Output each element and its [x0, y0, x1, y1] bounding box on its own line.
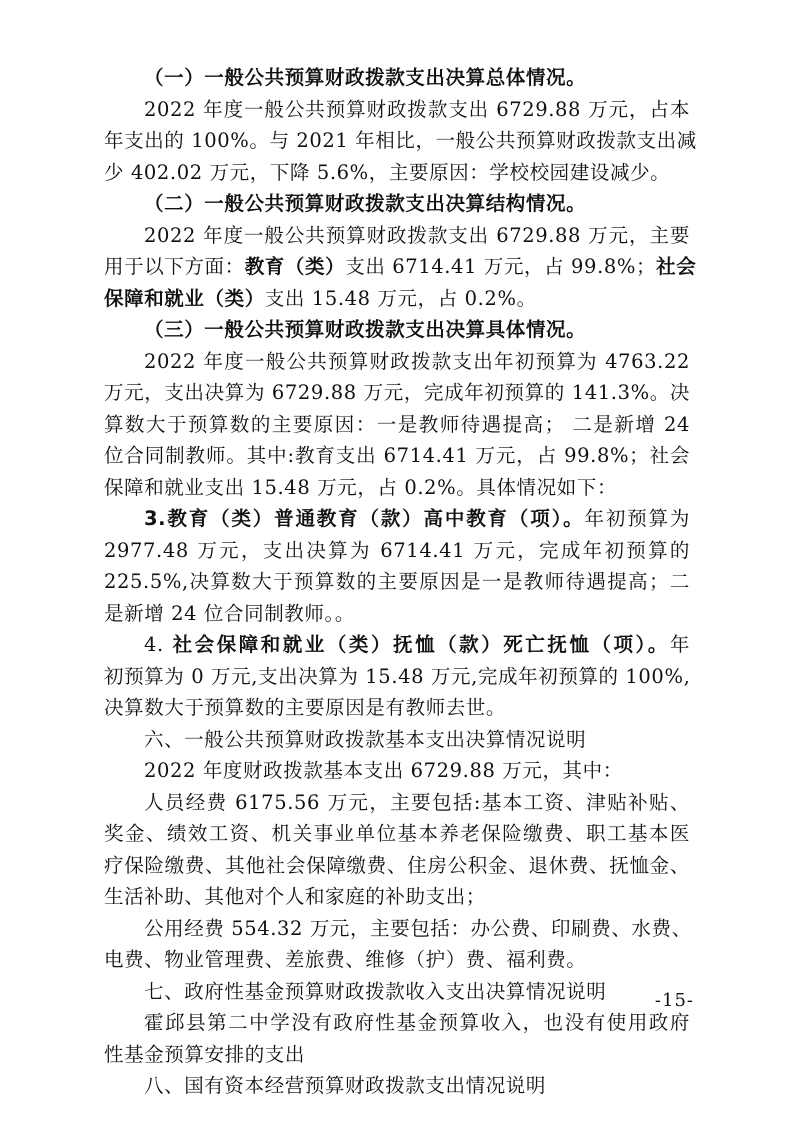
page-number: -15-: [654, 990, 694, 1011]
text-span: 用于以下方面：: [104, 255, 245, 278]
heading-basic-expenditure: 六、一般公共预算财政拨款基本支出决算情况说明: [144, 727, 587, 751]
paragraph-line: 少 402.02 万元，下降 5.6%，主要原因：学校校园建设减少。: [104, 160, 671, 184]
paragraph-line: 电费、物业管理费、差旅费、维修（护）费、福利费。: [104, 948, 587, 971]
paragraph-line: 2022 年度财政拨款基本支出 6729.88 万元，其中：: [144, 759, 623, 782]
paragraph-line: 疗保险缴费、其他社会保障缴费、住房公积金、退休费、抚恤金、: [104, 853, 690, 877]
paragraph-line: 万元，支出决算为 6729.88 万元，完成年初预算的 141.3%。决: [104, 381, 690, 404]
bold-category-social: 社会: [656, 255, 697, 278]
item-3-title: 3.教育（类）普通教育（款）高中教育（项）。: [144, 507, 585, 530]
paragraph-line: 225.5%,决算数大于预算数的主要原因是一是教师待遇提高；二: [104, 570, 690, 593]
text-span: 年: [669, 633, 690, 656]
bold-category-education: 教育（类）: [244, 255, 346, 278]
paragraph-line: 2022 年度一般公共预算财政拨款支出 6729.88 万元，占本: [144, 97, 690, 121]
bold-category-social-cont: 保障和就业（类）: [104, 286, 265, 310]
heading-structure: （二）一般公共预算财政拨款支出决算结构情况。: [144, 192, 587, 215]
paragraph-line: 初预算为 0 万元,支出决算为 15.48 万元,完成年初预算的 100%,: [104, 664, 691, 688]
paragraph-line: 性基金预算安排的支出: [104, 1042, 306, 1066]
item-4-title: 社会保障和就业（类）抚恤（款）死亡抚恤（项）。: [172, 633, 670, 656]
text-span: 年初预算为: [584, 507, 690, 530]
paragraph-line: 生活补助、其他对个人和家庭的补助支出；: [104, 885, 486, 908]
heading-overall: （一）一般公共预算财政拨款支出决算总体情况。: [144, 66, 587, 89]
paragraph-line: [104, 283, 690, 315]
heading-detail: （三）一般公共预算财政拨款支出决算具体情况。: [144, 318, 587, 341]
item-4-line: [104, 629, 690, 661]
paragraph-line: 算数大于预算数的主要原因：一是教师待遇提高； 二是新增 24: [104, 412, 690, 436]
text-span: 支出 6714.41 万元，占 99.8%；: [345, 255, 657, 278]
paragraph-line: 公用经费 554.32 万元，主要包括：办公费、印刷费、水费、: [144, 916, 692, 940]
heading-state-capital: 八、国有资本经营预算财政拨款支出情况说明: [144, 1074, 547, 1097]
paragraph-line: 霍邱县第二中学没有政府性基金预算收入，也没有使用政府: [144, 1011, 690, 1034]
document-body: [104, 62, 697, 1102]
paragraph-line: [104, 251, 697, 283]
item-3-line: [104, 503, 690, 535]
text-span: 4.: [144, 633, 173, 656]
paragraph-line: 是新增 24 位合同制教师。。: [104, 601, 355, 625]
paragraph-line: 人员经费 6175.56 万元，主要包括:基本工资、津贴补贴、: [144, 790, 690, 814]
heading-government-fund: 七、政府性基金预算财政拨款收入支出决算情况说明: [144, 979, 607, 1003]
text-span: 支出 15.48 万元，占 0.2%。: [264, 286, 537, 310]
paragraph-line: 2022 年度一般公共预算财政拨款支出年初预算为 4763.22: [144, 349, 690, 373]
paragraph-line: 年支出的 100%。与 2021 年相比，一般公共预算财政拨款支出减: [104, 129, 697, 152]
paragraph-line: 2022 年度一般公共预算财政拨款支出 6729.88 万元，主要: [144, 223, 690, 247]
paragraph-line: 奖金、绩效工资、机关事业单位基本养老保险缴费、职工基本医: [104, 822, 690, 845]
paragraph-line: 决算数大于预算数的主要原因是有教师去世。: [104, 696, 507, 719]
paragraph-line: 位合同制教师。其中:教育支出 6714.41 万元，占 99.8%；社会: [104, 444, 690, 467]
paragraph-line: 2977.48 万元，支出决算为 6714.41 万元，完成年初预算的: [104, 538, 690, 562]
paragraph-line: 保障和就业支出 15.48 万元，占 0.2%。具体情况如下：: [104, 475, 618, 499]
